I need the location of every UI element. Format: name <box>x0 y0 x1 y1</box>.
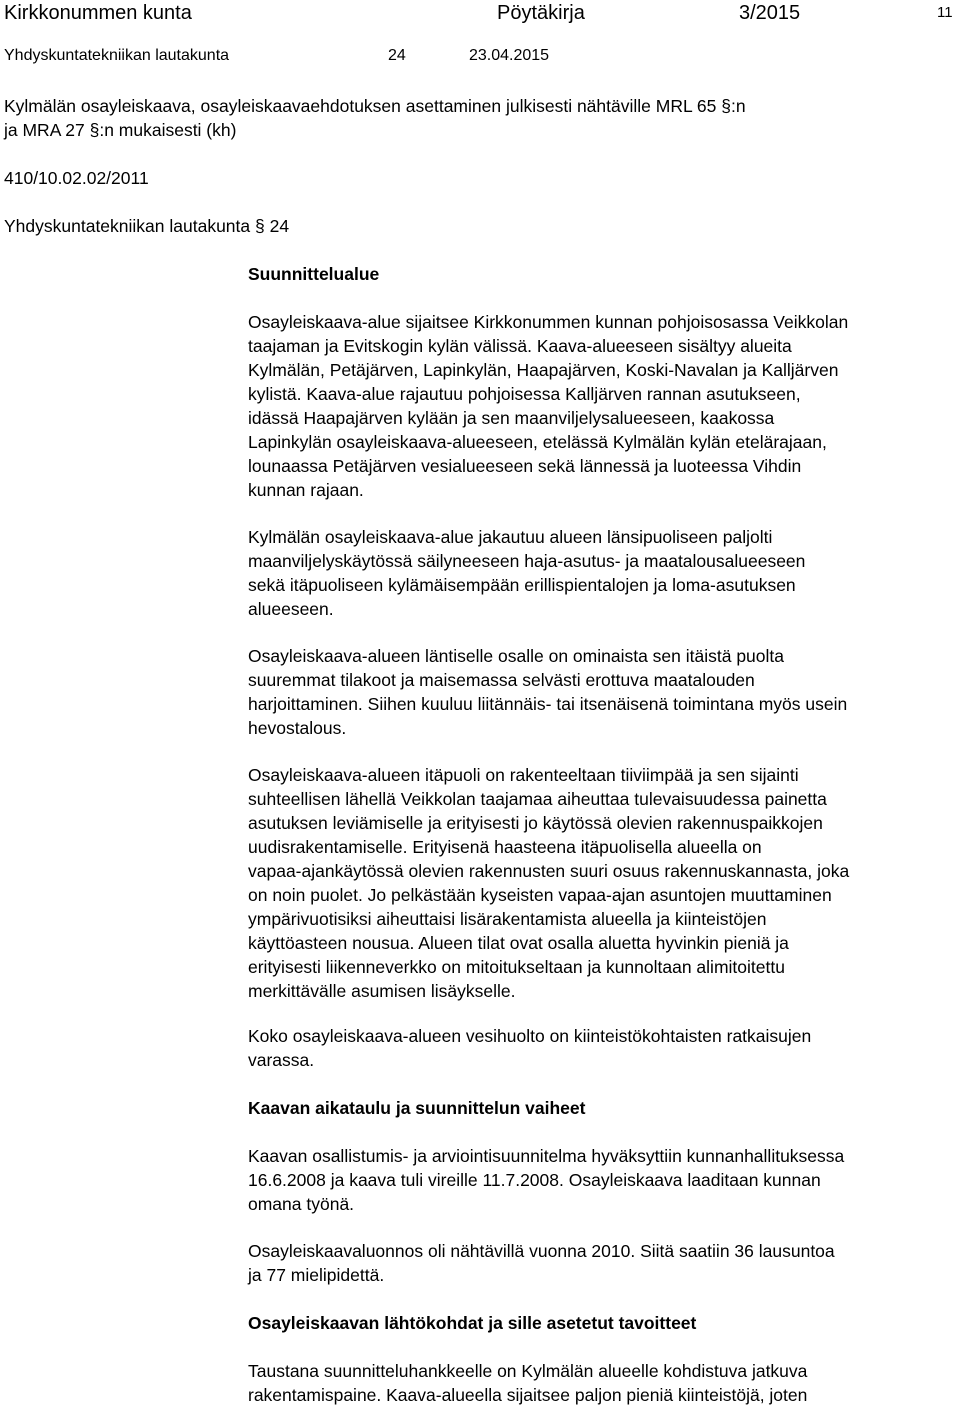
header-date: 23.04.2015 <box>469 47 550 64</box>
text-line: on noin puolet. Jo pelkästään kyseisten vapaa-ajan asuntojen muuttaminen <box>248 885 832 905</box>
text-line: merkittävälle asumisen lisäykselle. <box>248 981 516 1001</box>
text-line: Kaavan osallistumis- ja arviointisuunnitelma hyväksyttiin kunnanhallituksessa <box>248 1146 845 1166</box>
text-line: omana työnä. <box>248 1194 355 1214</box>
text-line: asutuksen leviämiselle ja erityisesti jo käytössä olevien rakennuspaikkojen <box>248 813 823 833</box>
committee-section: Yhdyskuntatekniikan lautakunta § 24 <box>4 216 290 236</box>
paragraph <box>248 1024 960 1072</box>
text-line: maanviljelyskäytössä säilyneeseen haja-asutus- ja maatalousalueeseen <box>248 551 806 571</box>
paragraph <box>248 1359 960 1407</box>
text-line: idässä Haapajärven kylään ja sen maanviljelysalueeseen, kaakossa <box>248 408 775 428</box>
text-line: uudisrakentamiselle. Erityisenä haasteena itäpuolisella alueella on <box>248 837 762 857</box>
text-line: kunnan rajaan. <box>248 480 364 500</box>
text-line: Osayleiskaava-alueen läntiselle osalle on ominaista sen itäistä puolta <box>248 646 785 666</box>
text-line: Osayleiskaavaluonnos oli nähtävillä vuonna 2010. Siitä saatiin 36 lausuntoa <box>248 1241 835 1261</box>
paragraph <box>248 763 960 1003</box>
text-line: lounaassa Petäjärven vesialueeseen sekä lännessä ja luoteessa Vihdin <box>248 456 802 476</box>
text-line: suhteellisen lähellä Veikkolan taajamaa aiheuttaa tulevaisuudessa painetta <box>248 789 827 809</box>
text-line: ja 77 mielipidettä. <box>248 1265 385 1285</box>
text-line: sekä itäpuoliseen kylämäisempään erillispientalojen ja loma-asutuksen <box>248 575 796 595</box>
header-section-number: 24 <box>388 47 406 64</box>
agenda-title-line-2: ja MRA 27 §:n mukaisesti (kh) <box>4 120 237 140</box>
text-line: hevostalous. <box>248 718 347 738</box>
text-line: erityisesti liikenneverkko on mitoitukseltaan ja kunnoltaan alimitoitettu <box>248 957 785 977</box>
paragraph <box>248 525 960 621</box>
text-line: harjoittaminen. Siihen kuuluu liitännäis- tai itsenäisenä toimintana myös usein <box>248 694 848 714</box>
section-heading <box>248 262 960 286</box>
paragraph <box>248 644 960 740</box>
header-committee: Yhdyskuntatekniikan lautakunta <box>4 47 230 64</box>
text-line: Taustana suunnitteluhankkeelle on Kylmälän alueelle kohdistuva jatkuva <box>248 1361 808 1381</box>
text-line: Kylmälän osayleiskaava-alue jakautuu alueen länsipuoliseen paljolti <box>248 527 773 547</box>
text-line: taajaman ja Evitskogin kylän välissä. Kaava-alueeseen sisältyy alueita <box>248 336 792 356</box>
paragraph <box>248 310 960 502</box>
text-line: Koko osayleiskaava-alueen vesihuolto on kiinteistökohtaisten ratkaisujen <box>248 1026 812 1046</box>
paragraph <box>248 1144 960 1216</box>
text-line: suuremmat tilakoot ja maisemassa selvästi erottuva maatalouden <box>248 670 755 690</box>
section-heading <box>248 1311 960 1335</box>
text-line: alueeseen. <box>248 599 334 619</box>
agenda-title-line-1: Kylmälän osayleiskaava, osayleiskaavaehdotuksen asettaminen julkisesti nähtäville MRL 65 §:n <box>4 96 746 116</box>
text-line: varassa. <box>248 1050 315 1070</box>
text-line: Lapinkylän osayleiskaava-alueeseen, etelässä Kylmälän kylän etelärajaan, <box>248 432 827 452</box>
heading-schedule: Kaavan aikataulu ja suunnittelun vaiheet <box>248 1098 586 1118</box>
text-line: vapaa-ajankäytössä olevien rakennusten suuri osuus rakennuskannasta, joka <box>248 861 850 881</box>
text-line: Kylmälän, Petäjärven, Lapinkylän, Haapajärven, Koski-Navalan ja Kalljärven <box>248 360 839 380</box>
text-line: rakentamispaine. Kaava-alueella sijaitsee paljon pieniä kiinteistöjä, joten <box>248 1385 808 1405</box>
heading-suunnittelualue: Suunnittelualue <box>248 264 380 284</box>
text-line: ympärivuotisiksi aiheuttaisi lisärakentamista alueella ja kiinteistöjen <box>248 909 767 929</box>
text-line: kylistä. Kaava-alue rajautuu pohjoisessa Kalljärven rannan asutukseen, <box>248 384 801 404</box>
heading-objectives: Osayleiskaavan lähtökohdat ja sille asetetut tavoitteet <box>248 1313 697 1333</box>
text-line: käyttöasteen nousua. Alueen tilat ovat osalla aluetta hyvinkin pieniä ja <box>248 933 789 953</box>
section-heading <box>248 1096 960 1120</box>
municipality-name: Kirkkonummen kunta <box>4 2 192 24</box>
page-number: 11 <box>937 4 953 21</box>
reference-number: 410/10.02.02/2011 <box>4 168 149 188</box>
text-line: Osayleiskaava-alue sijaitsee Kirkkonummen kunnan pohjoisosassa Veikkolan <box>248 312 849 332</box>
text-line: Osayleiskaava-alueen itäpuoli on rakenteeltaan tiiviimpää ja sen sijainti <box>248 765 799 785</box>
document-type: Pöytäkirja <box>497 2 585 24</box>
text-line: 16.6.2008 ja kaava tuli vireille 11.7.2008. Osayleiskaava laaditaan kunnan <box>248 1170 821 1190</box>
document-number: 3/2015 <box>739 2 801 24</box>
paragraph <box>248 1239 960 1287</box>
